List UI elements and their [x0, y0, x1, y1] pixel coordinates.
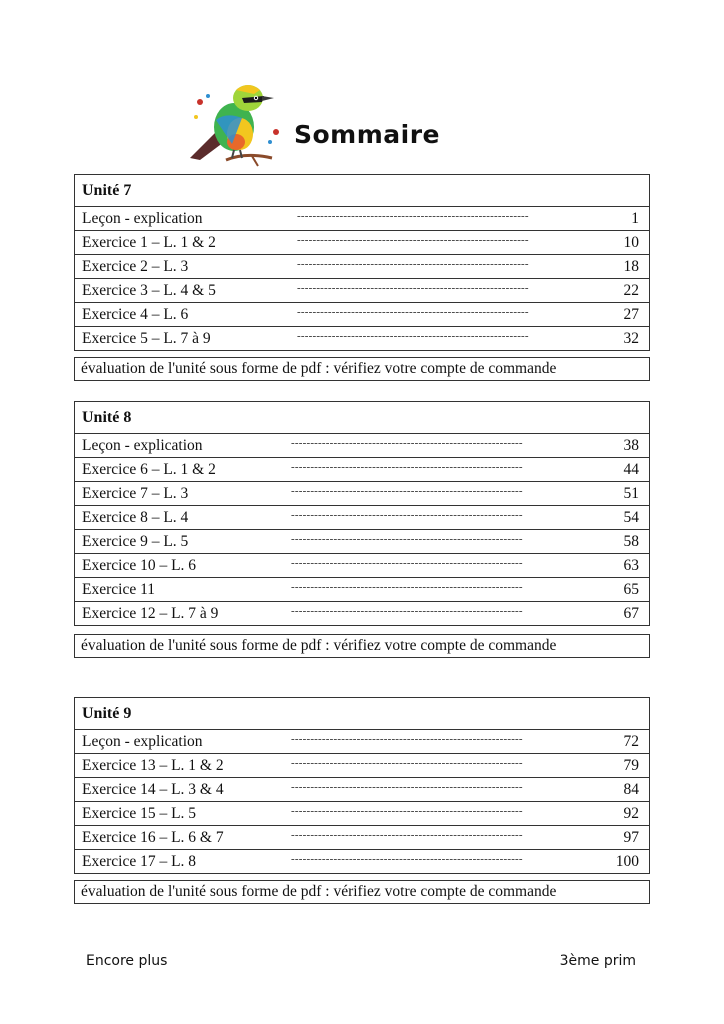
toc-row — [75, 506, 649, 530]
toc-leader-dots: ------------------------------------------------------------ — [291, 853, 523, 865]
toc-entry-label: Exercice 6 – L. 1 & 2 — [82, 461, 216, 478]
toc-page-number: 10 — [623, 234, 639, 251]
toc-leader-dots: ------------------------------------------------------------ — [291, 557, 523, 569]
toc-row — [75, 602, 649, 625]
toc-entry-label: Exercice 12 – L. 7 à 9 — [82, 605, 219, 622]
unit-table — [74, 401, 650, 626]
toc-row — [75, 434, 649, 458]
toc-row — [75, 578, 649, 602]
toc-row — [75, 850, 649, 873]
toc-leader-dots: ------------------------------------------------------------ — [297, 210, 529, 222]
toc-entry-label: Exercice 5 – L. 7 à 9 — [82, 330, 211, 347]
toc-row — [75, 458, 649, 482]
toc-page-number: 84 — [623, 781, 639, 798]
toc-row — [75, 530, 649, 554]
toc-row — [75, 826, 649, 850]
toc-row — [75, 482, 649, 506]
toc-leader-dots: ------------------------------------------------------------ — [291, 605, 523, 617]
toc-entry-label: Exercice 4 – L. 6 — [82, 306, 189, 323]
unit-rows — [75, 207, 649, 350]
toc-entry-label: Exercice 7 – L. 3 — [82, 485, 189, 502]
toc-entry-label: Exercice 10 – L. 6 — [82, 557, 197, 574]
toc-row — [75, 554, 649, 578]
toc-entry-label: Exercice 15 – L. 5 — [82, 805, 197, 822]
toc-page-number: 44 — [623, 461, 639, 478]
toc-entry-label: Exercice 9 – L. 5 — [82, 533, 189, 550]
toc-page-number: 65 — [623, 581, 639, 598]
toc-row — [75, 327, 649, 350]
toc-entry-label: Exercice 1 – L. 1 & 2 — [82, 234, 216, 251]
toc-leader-dots: ------------------------------------------------------------ — [291, 461, 523, 473]
toc-page-number: 92 — [623, 805, 639, 822]
toc-page-number: 51 — [623, 485, 639, 502]
unit-table — [74, 697, 650, 874]
toc-leader-dots: ------------------------------------------------------------ — [291, 781, 523, 793]
toc-leader-dots: ------------------------------------------------------------ — [291, 733, 523, 745]
toc-page-number: 54 — [623, 509, 639, 526]
toc-row — [75, 303, 649, 327]
toc-leader-dots: ------------------------------------------------------------ — [297, 282, 529, 294]
unit-evaluation-note: évaluation de l'unité sous forme de pdf : vérifiez votre compte de commande — [74, 880, 650, 904]
toc-entry-label: Exercice 17 – L. 8 — [82, 853, 197, 870]
unit-table — [74, 174, 650, 351]
unit-title: Unité 9 — [75, 698, 649, 730]
toc-row — [75, 255, 649, 279]
toc-row — [75, 730, 649, 754]
toc-page-number: 67 — [623, 605, 639, 622]
toc-leader-dots: ------------------------------------------------------------ — [291, 437, 523, 449]
toc-entry-label: Leçon - explication — [82, 437, 203, 454]
toc-leader-dots: ------------------------------------------------------------ — [297, 330, 529, 342]
toc-page-number: 63 — [623, 557, 639, 574]
footer-left: Encore plus — [86, 953, 168, 969]
toc-row — [75, 754, 649, 778]
toc-row — [75, 231, 649, 255]
toc-leader-dots: ------------------------------------------------------------ — [291, 485, 523, 497]
toc-page-number: 79 — [623, 757, 639, 774]
toc-entry-label: Leçon - explication — [82, 733, 203, 750]
toc-leader-dots: ------------------------------------------------------------ — [291, 509, 523, 521]
toc-page-number: 18 — [623, 258, 639, 275]
bird-icon — [186, 72, 286, 172]
toc-leader-dots: ------------------------------------------------------------ — [291, 805, 523, 817]
toc-leader-dots: ------------------------------------------------------------ — [291, 757, 523, 769]
unit-rows — [75, 730, 649, 873]
toc-leader-dots: ------------------------------------------------------------ — [297, 258, 529, 270]
toc-page-number: 58 — [623, 533, 639, 550]
toc-leader-dots: ------------------------------------------------------------ — [291, 581, 523, 593]
toc-entry-label: Exercice 8 – L. 4 — [82, 509, 189, 526]
toc-page-number: 100 — [615, 853, 639, 870]
toc-row — [75, 207, 649, 231]
toc-page-number: 72 — [623, 733, 639, 750]
unit-evaluation-note: évaluation de l'unité sous forme de pdf : vérifiez votre compte de commande — [74, 357, 650, 381]
toc-entry-label: Exercice 14 – L. 3 & 4 — [82, 781, 224, 798]
toc-page-number: 27 — [623, 306, 639, 323]
toc-leader-dots: ------------------------------------------------------------ — [297, 234, 529, 246]
toc-entry-label: Exercice 16 – L. 6 & 7 — [82, 829, 224, 846]
toc-leader-dots: ------------------------------------------------------------ — [297, 306, 529, 318]
toc-page-number: 38 — [623, 437, 639, 454]
toc-page-number: 32 — [623, 330, 639, 347]
toc-entry-label: Leçon - explication — [82, 210, 203, 227]
toc-page-number: 1 — [631, 210, 639, 227]
toc-row — [75, 778, 649, 802]
toc-leader-dots: ------------------------------------------------------------ — [291, 533, 523, 545]
toc-entry-label: Exercice 3 – L. 4 & 5 — [82, 282, 216, 299]
toc-page-number: 97 — [623, 829, 639, 846]
unit-evaluation-note: évaluation de l'unité sous forme de pdf : vérifiez votre compte de commande — [74, 634, 650, 658]
toc-leader-dots: ------------------------------------------------------------ — [291, 829, 523, 841]
unit-title: Unité 7 — [75, 175, 649, 207]
toc-entry-label: Exercice 2 – L. 3 — [82, 258, 189, 275]
toc-page-number: 22 — [623, 282, 639, 299]
footer-right: 3ème prim — [559, 953, 636, 969]
page-title: Sommaire — [294, 120, 441, 149]
toc-entry-label: Exercice 11 — [82, 581, 156, 598]
toc-row — [75, 802, 649, 826]
toc-row — [75, 279, 649, 303]
unit-rows — [75, 434, 649, 625]
page-header — [186, 72, 446, 172]
unit-title: Unité 8 — [75, 402, 649, 434]
toc-entry-label: Exercice 13 – L. 1 & 2 — [82, 757, 224, 774]
